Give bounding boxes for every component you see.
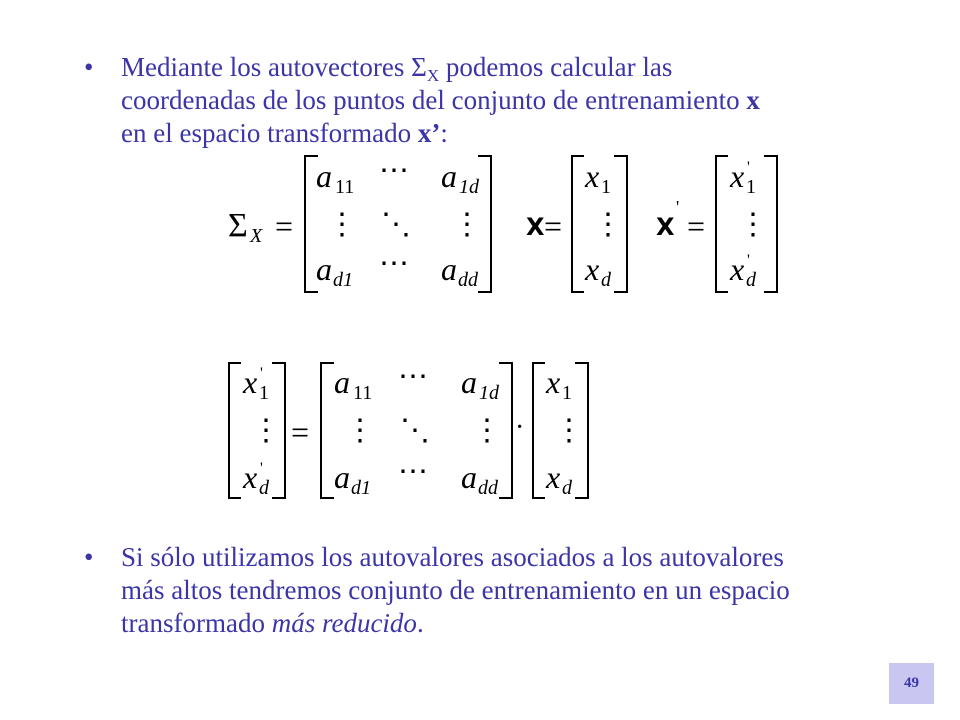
svg-text:d1: d1 [351,477,371,499]
svg-text:d: d [562,477,572,499]
bullet-1-line-1: Mediante los autovectores $\Sigma_X$ podemos calcular las [121,52,673,85]
bracket-eq2-matrix-left [321,363,334,498]
bullet-2-line-3: transformado más reducido. [121,608,424,638]
eq2-equals: = [291,414,310,450]
bullet-2-line-1: Si sólo utilizamos los autovalores asociados a los autovalores [121,542,784,572]
xprime-label: X [656,213,675,241]
eq2-ad1: a [334,459,350,495]
svg-text:11: 11 [335,176,355,198]
sigma-subscript: X [426,66,440,85]
sigma-symbol: Σ [411,52,427,82]
vec-xprimed: x [730,251,745,287]
svg-text:dd: dd [478,477,498,499]
svg-text:1d: 1d [479,382,499,404]
svg-text:d: d [601,269,611,291]
sigma-x-subscript: X [250,225,263,247]
ddots-center: ⋱ [381,208,411,241]
hdots-bottom: ⋯ [379,247,409,280]
eq2-ddots: ⋱ [400,414,430,447]
bullet-2-line-2: más altos tendremos conjunto de entrenamiento en un espacio [121,575,790,605]
entry-a11: a [316,158,332,194]
eq2-x-vdots: ⋮ [554,414,584,447]
vec-x1: x [585,158,600,194]
eq2-xprime-vdots: ⋮ [251,414,281,447]
sigma-x-symbol: Σ [228,207,248,244]
vec-x-vdots: ⋮ [593,208,623,241]
eq2-xprime1: x [243,364,258,400]
vec-xprime1: x [730,158,745,194]
vdots-left: ⋮ [327,208,357,241]
vec-xd: x [585,251,600,287]
eq2-xd: x [546,459,561,495]
svg-text:11: 11 [353,382,373,404]
svg-text:1: 1 [601,176,611,198]
equals-2: = [544,208,563,244]
svg-text:': ' [260,365,263,382]
svg-text:1d: 1d [459,176,479,198]
svg-text:1: 1 [562,382,572,404]
eq2-dot: · [515,412,525,443]
svg-text:d: d [746,269,756,291]
entry-add: a [441,251,457,287]
bracket-eq2-x-left [533,363,545,498]
svg-text:d: d [259,477,269,499]
svg-text:d1: d1 [333,269,353,291]
svg-text:1: 1 [746,176,756,198]
bracket-eq2-xprime-left [229,363,241,498]
eq2-hdots-top: ⋯ [398,360,428,393]
vdots-right: ⋮ [452,208,482,241]
vec-xprime-vdots: ⋮ [738,208,768,241]
bullet-marker: • [84,542,94,572]
bullet-2-text [121,541,790,640]
svg-text:': ' [747,159,750,176]
entry-ad1: a [316,251,332,287]
eq2-vdots-right: ⋮ [472,414,502,447]
x-label: X [526,213,545,241]
eq2-x1: x [546,364,561,400]
bracket-x-left [572,156,584,292]
svg-text:dd: dd [458,269,478,291]
hdots-top: ⋯ [379,154,409,187]
eq2-a11: a [334,364,350,400]
svg-text:': ' [747,252,750,269]
bullet-1-line-3: en el espacio transformado x’: [121,118,448,148]
entry-a1d: a [441,158,457,194]
equals-3: = [687,208,706,244]
eq2-a1d: a [461,364,477,400]
equals-1: = [275,208,294,244]
xprime-label-prime: ' [676,197,680,217]
eq2-xprimed: x [243,459,258,495]
page-number: 49 [889,663,934,704]
bullet-1-line-2: coordenadas de los puntos del conjunto de entrenamiento x [121,85,760,115]
bullet-marker: • [84,52,94,82]
svg-text:1: 1 [259,382,269,404]
eq2-hdots-bottom: ⋯ [398,455,428,488]
bracket-xprime-left [716,156,728,292]
eq2-vdots-left: ⋮ [345,414,375,447]
eq2-add: a [461,459,477,495]
svg-text:': ' [260,460,263,477]
bullet-2 [84,541,904,651]
